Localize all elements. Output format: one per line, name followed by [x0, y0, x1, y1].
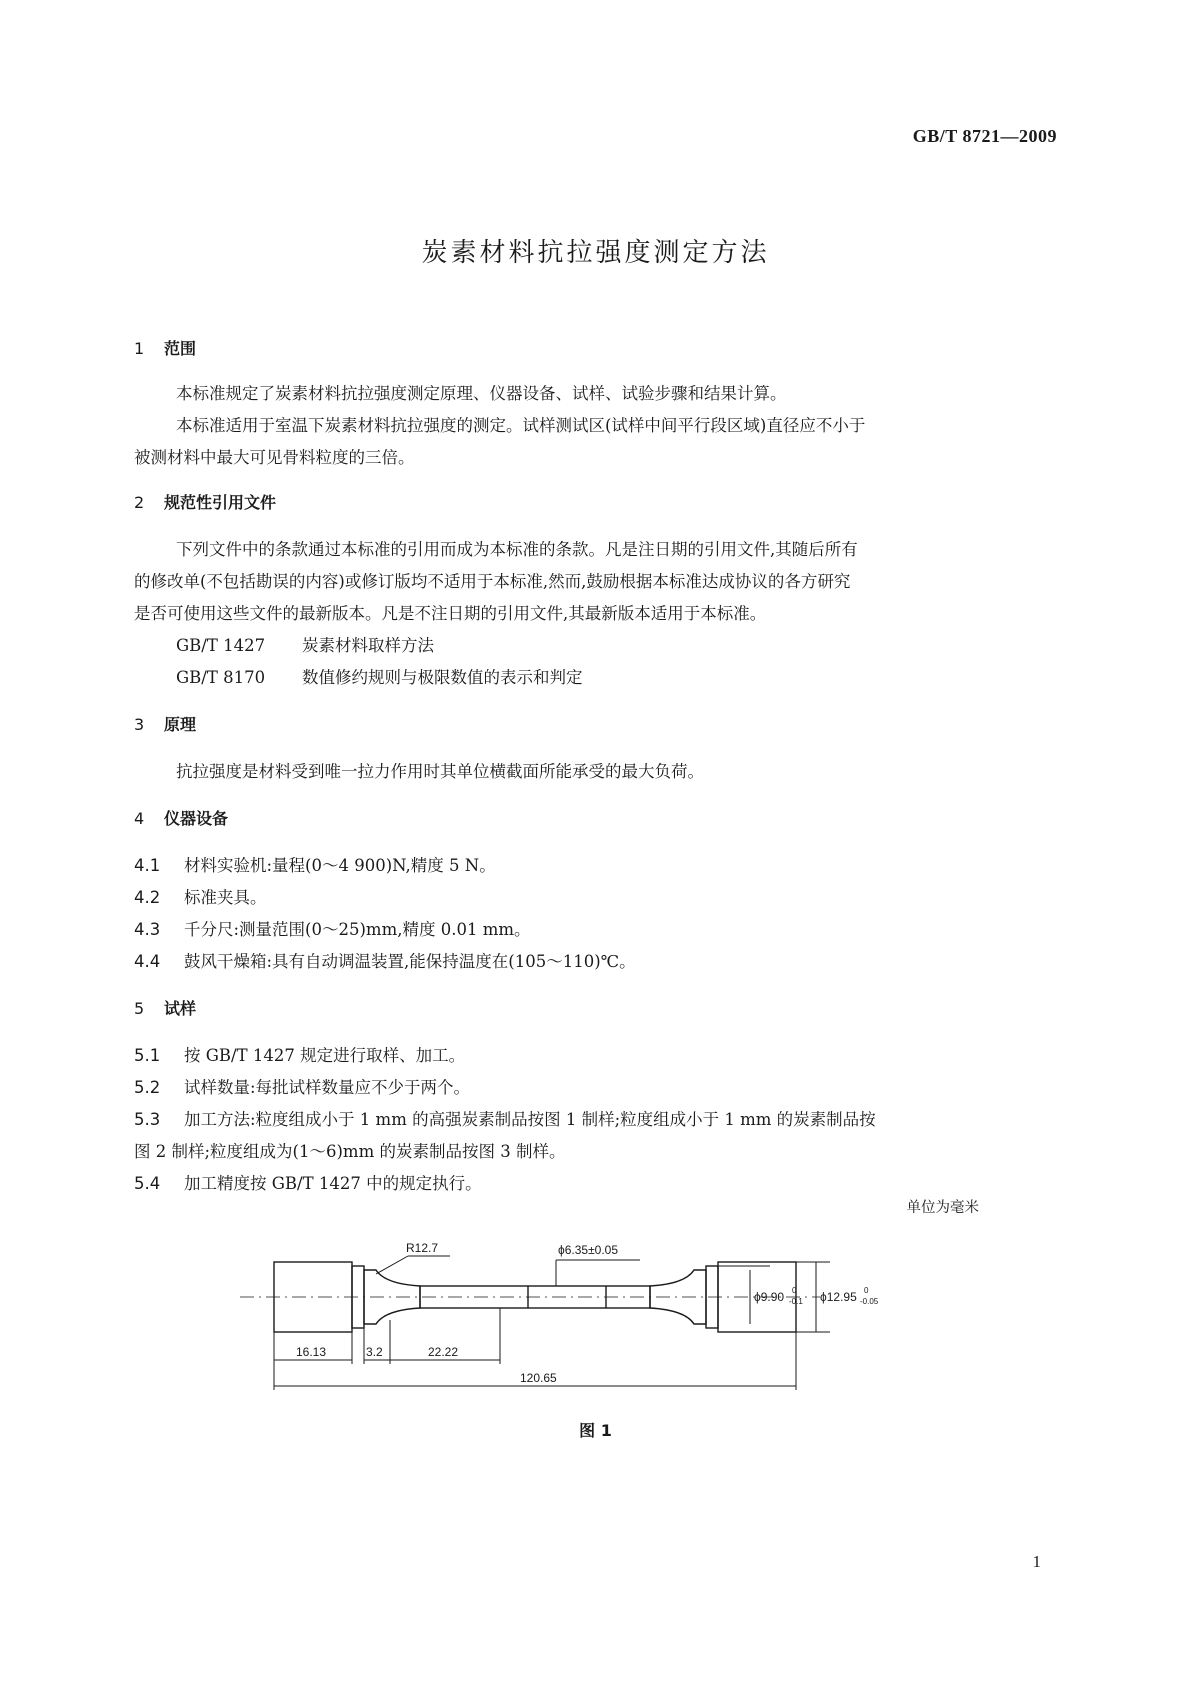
- radius-leader: [376, 1256, 408, 1274]
- section-number: 1: [134, 339, 145, 358]
- clause-text: 标准夹具。: [184, 888, 267, 907]
- section-title: 仪器设备: [164, 809, 229, 828]
- specimen-drawing: [240, 1230, 960, 1404]
- clause-number: 4.1: [134, 856, 161, 875]
- clause-item: [134, 1170, 482, 1194]
- clause-text: 千分尺:测量范围(0～25)mm,精度 0.01 mm。: [184, 920, 531, 939]
- reference-name: 数值修约规则与极限数值的表示和判定: [302, 668, 583, 687]
- clause-number: 5.2: [134, 1078, 161, 1097]
- section-number: 3: [134, 715, 145, 734]
- clause-text: 试样数量:每批试样数量应不少于两个。: [184, 1078, 471, 1097]
- grip-length-label: 16.13: [296, 1345, 327, 1359]
- figure-caption: 图 1: [579, 1421, 612, 1440]
- unit-note: 单位为毫米: [906, 1200, 979, 1216]
- reference-item: [176, 632, 434, 656]
- standard-number: GB/T 8721—2009: [912, 126, 1057, 146]
- reference-code: GB/T 1427: [176, 636, 266, 655]
- clause-item: [134, 1106, 876, 1130]
- shoulder-length-label: 3.2: [366, 1345, 383, 1359]
- section-2-heading: [134, 490, 276, 513]
- paragraph: 下列文件中的条款通过本标准的引用而成为本标准的条款。凡是注日期的引用文件,其随后所有: [176, 540, 858, 559]
- section-title: 试样: [164, 999, 197, 1018]
- clause-item: [134, 884, 267, 908]
- reference-item: [176, 664, 583, 688]
- total-length-label: 120.65: [520, 1371, 557, 1385]
- radius-label: R12.7: [406, 1241, 439, 1255]
- reference-name: 炭素材料取样方法: [302, 636, 434, 655]
- grip-dia-tol-lower: -0.1: [789, 1297, 803, 1306]
- grip-dia-tol-upper: 0: [792, 1286, 797, 1295]
- clause-text: 鼓风干燥箱:具有自动调温装置,能保持温度在(105～110)℃。: [184, 952, 636, 971]
- clause-text: 材料实验机:量程(0～4 900)N,精度 5 N。: [184, 856, 496, 875]
- clause-text: 加工方法:粒度组成小于 1 mm 的高强炭素制品按图 1 制样;粒度组成小于 1 mm 的炭素制品按: [184, 1110, 876, 1129]
- clause-item: [134, 852, 496, 876]
- grip-dia-label: ϕ9.90: [754, 1290, 785, 1304]
- paragraph: 的修改单(不包括勘误的内容)或修订版均不适用于本标准,然而,鼓励根据本标准达成协议的各方研究: [134, 572, 851, 591]
- paragraph: 被测材料中最大可见骨料粒度的三倍。: [134, 448, 415, 467]
- clause-text: 加工精度按 GB/T 1427 中的规定执行。: [184, 1174, 482, 1193]
- clause-item: [134, 916, 530, 940]
- paragraph: 本标准规定了炭素材料抗拉强度测定原理、仪器设备、试样、试验步骤和结果计算。: [176, 384, 787, 403]
- section-title: 原理: [164, 715, 197, 734]
- paragraph: 抗拉强度是材料受到唯一拉力作用时其单位横截面所能承受的最大负荷。: [176, 762, 704, 781]
- section-5-heading: [134, 996, 196, 1019]
- clause-text: 按 GB/T 1427 规定进行取样、加工。: [184, 1046, 466, 1065]
- clause-number: 5.1: [134, 1046, 161, 1065]
- clause-item: [134, 1074, 470, 1098]
- clause-item: [134, 1138, 565, 1162]
- section-1-heading: [134, 336, 196, 359]
- clause-item: [134, 948, 636, 972]
- section-3-heading: [134, 712, 196, 735]
- section-number: 5: [134, 999, 145, 1018]
- end-dia-label: ϕ12.95: [820, 1290, 857, 1304]
- section-4-heading: [134, 806, 228, 829]
- clause-item: [134, 1042, 465, 1066]
- clause-number: 5.4: [134, 1174, 161, 1193]
- gauge-length-label: 22.22: [428, 1345, 459, 1359]
- section-number: 2: [134, 493, 145, 512]
- clause-number: 5.3: [134, 1110, 161, 1129]
- paragraph: 是否可使用这些文件的最新版本。凡是不注日期的引用文件,其最新版本适用于本标准。: [134, 604, 767, 623]
- paragraph: 本标准适用于室温下炭素材料抗拉强度的测定。试样测试区(试样中间平行段区域)直径应不小于: [176, 416, 866, 435]
- specimen-drawing-svg: [240, 1230, 960, 1400]
- section-title: 规范性引用文件: [164, 493, 277, 512]
- reference-code: GB/T 8170: [176, 668, 266, 687]
- document-title: 炭素材料抗拉强度测定方法: [421, 238, 770, 268]
- center-dia-label: ϕ6.35±0.05: [558, 1243, 619, 1257]
- clause-text: 图 2 制样;粒度组成为(1～6)mm 的炭素制品按图 3 制样。: [134, 1142, 566, 1161]
- section-number: 4: [134, 809, 145, 828]
- end-dia-tol-upper: 0: [864, 1286, 869, 1295]
- end-dia-tol-lower: -0.05: [860, 1297, 879, 1306]
- section-title: 范围: [164, 339, 197, 358]
- clause-number: 4.2: [134, 888, 161, 907]
- page-number: 1: [1032, 1552, 1041, 1571]
- clause-number: 4.3: [134, 920, 161, 939]
- clause-number: 4.4: [134, 952, 161, 971]
